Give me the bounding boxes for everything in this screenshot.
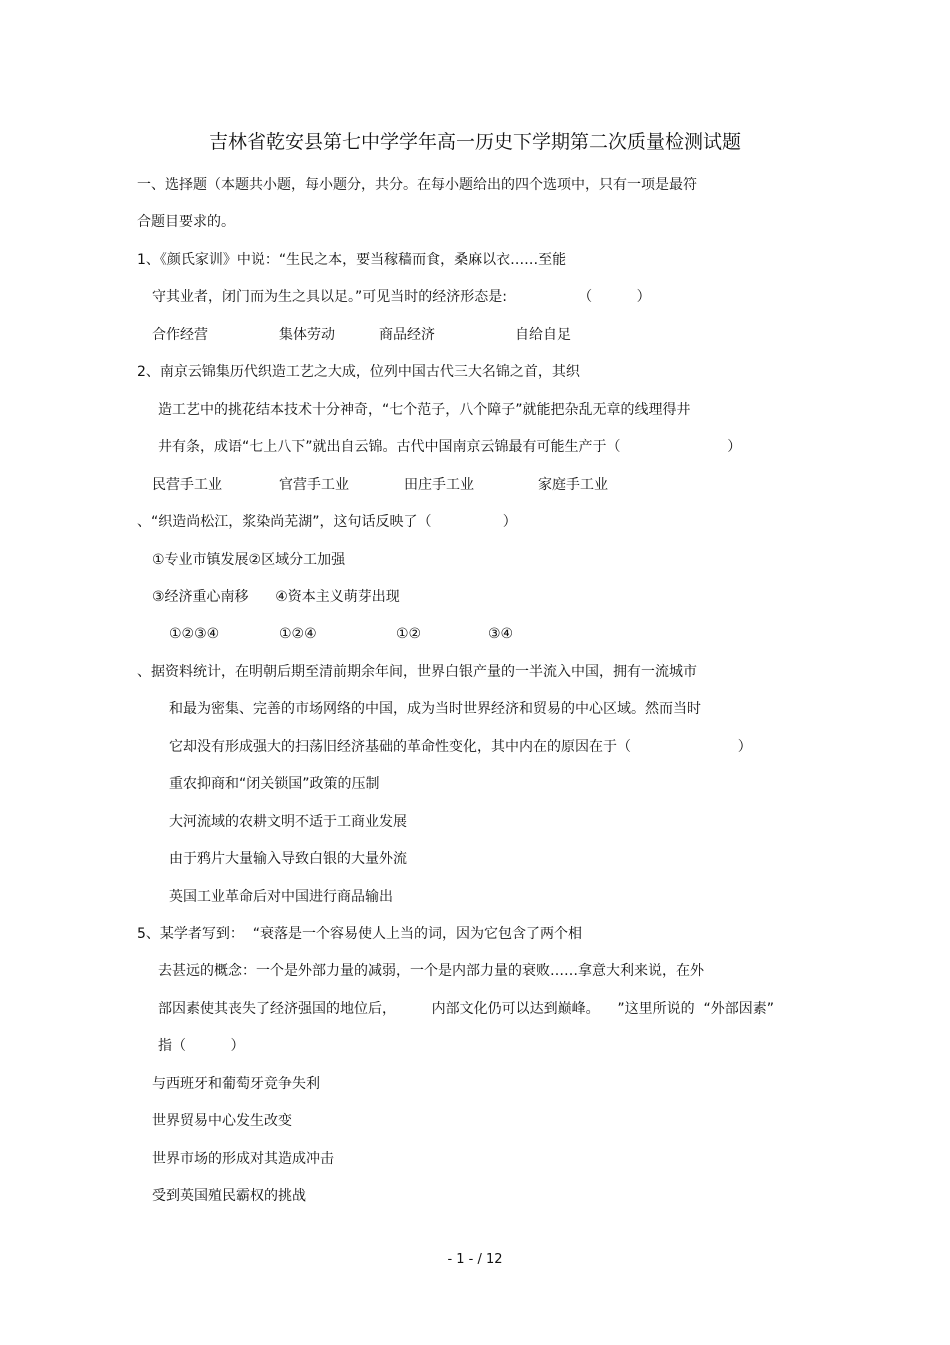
- section-header-line-2: 合题目要求的。: [137, 214, 235, 230]
- q1-option-a: 合作经营: [152, 327, 208, 343]
- q1-line-1: 1、《颜氏家训》中说：“生民之本，要当稼穑而食，桑麻以衣……至能: [137, 252, 567, 268]
- q4-line-1: 、据资料统计，在明朝后期至清前期余年间，世界白银产量的一半流入中国，拥有一流城市: [137, 664, 697, 680]
- q5-line-2: 去甚远的概念：一个是外部力量的减弱，一个是内部力量的衰败……拿意大利来说，在外: [158, 963, 704, 979]
- q2-line-1: 2、南京云锦集历代织造工艺之大成，位列中国古代三大名锦之首，其织: [137, 364, 580, 380]
- q2-option-b: 官营手工业: [279, 477, 349, 493]
- q1-option-d: 自给自足: [515, 327, 571, 343]
- q4-option-c: 由于鸦片大量输入导致白银的大量外流: [169, 851, 407, 867]
- q2-option-a: 民营手工业: [152, 477, 222, 493]
- section-header-line-1: 一、选择题（本题共小题，每小题分，共分。在每小题给出的四个选项中，只有一项是最符: [137, 177, 697, 193]
- q2-option-d: 家庭手工业: [538, 477, 608, 493]
- q1-line-2: 守其业者，闭门而为生之具以足。”可见当时的经济形态是: （ ）: [152, 289, 651, 305]
- q5-option-d: 受到英国殖民霸权的挑战: [152, 1188, 306, 1204]
- q1-option-b: 集体劳动: [279, 327, 335, 343]
- q4-option-d: 英国工业革命后对中国进行商品输出: [169, 889, 393, 905]
- q3-option-a: ①②③④: [169, 626, 220, 642]
- q3-option-c: ①②: [396, 626, 422, 642]
- q3-line-3: ③经济重心南移 ④资本主义萌芽出现: [152, 589, 400, 605]
- q3-line-1: 、“织造尚松江，浆染尚芜湖”，这句话反映了（ ）: [137, 514, 517, 530]
- q5-line-1: 5、某学者写到： “衰落是一个容易使人上当的词，因为它包含了两个相: [137, 926, 583, 942]
- q3-line-2: ①专业市镇发展②区域分工加强: [152, 552, 346, 568]
- q5-line-4: 指（ ）: [158, 1038, 245, 1054]
- q2-line-3: 井有条，成语“七上八下”就出自云锦。古代中国南京云锦最有可能生产于（ ）: [158, 439, 742, 455]
- page-title: 吉林省乾安县第七中学学年高一历史下学期第二次质量检测试题: [208, 131, 741, 153]
- q4-line-2: 和最为密集、完善的市场网络的中国，成为当时世界经济和贸易的中心区域。然而当时: [169, 701, 701, 717]
- q1-option-c: 商品经济: [379, 327, 435, 343]
- q3-option-b: ①②④: [279, 626, 317, 642]
- q2-option-c: 田庄手工业: [404, 477, 474, 493]
- page-number: - 1 - / 12: [447, 1252, 503, 1267]
- q3-option-d: ③④: [488, 626, 514, 642]
- q5-option-a: 与西班牙和葡萄牙竞争失利: [152, 1076, 320, 1092]
- q5-option-b: 世界贸易中心发生改变: [152, 1113, 292, 1129]
- q5-option-c: 世界市场的形成对其造成冲击: [152, 1151, 334, 1167]
- q4-line-3: 它却没有形成强大的扫荡旧经济基础的革命性变化，其中内在的原因在于（ ）: [169, 739, 752, 755]
- q4-option-a: 重农抑商和“闭关锁国”政策的压制: [169, 776, 380, 792]
- q5-line-3: 部因素使其丧失了经济强国的地位后， 内部文化仍可以达到巅峰。 ”这里所说的 “外部因素”: [158, 1001, 775, 1017]
- q2-line-2: 造工艺中的挑花结本技术十分神奇，“七个范子，八个障子”就能把杂乱无章的线理得井: [158, 402, 691, 418]
- q4-option-b: 大河流域的农耕文明不适于工商业发展: [169, 814, 407, 830]
